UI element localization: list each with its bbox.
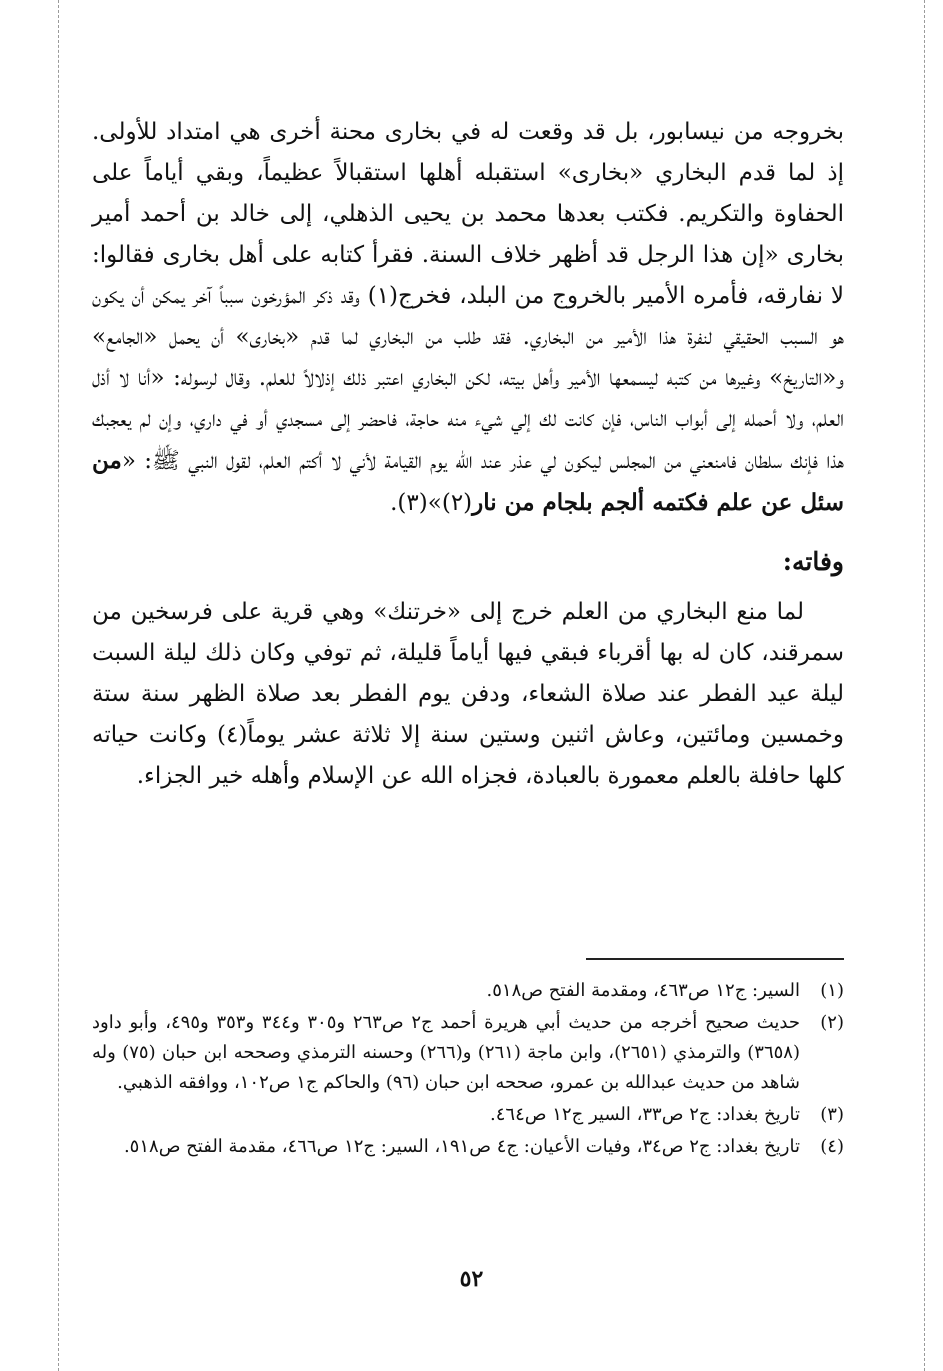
main-text xyxy=(92,112,844,797)
footnote-divider xyxy=(586,958,844,960)
footnotes-list xyxy=(92,976,844,1164)
footnote-text: حديث صحيح أخرجه من حديث أبي هريرة أحمد ج٢ ص٢٦٣ و٣٠٥ و٣٤٤ و٣٥٣ و٤٩٥، وأبو داود (٣٦٥٨) والترمذي (٢٦٥١)، وابن ماجة (٢٦١) و(٢٦٦) وحسنه الترمذي وصححه ابن حبان (٧٥) وله شاهد من حديث عبدالله بن عمرو، صححه ابن حبان (٩٦) والحاكم ج١ ص١٠٢، ووافقه الذهبي. xyxy=(92,1012,801,1093)
footnote-item xyxy=(92,976,844,1006)
footnote-number: (٢) xyxy=(820,1012,844,1033)
footnote-item xyxy=(92,1100,844,1130)
paragraph-1 xyxy=(92,112,844,524)
paragraph-1-end: (٢)»(٣). xyxy=(390,490,473,516)
footnote-text: السير: ج١٢ ص٤٦٣، ومقدمة الفتح ص٥١٨. xyxy=(486,980,800,1001)
page-left-border xyxy=(58,0,59,1371)
paragraph-2: لما منع البخاري من العلم خرج إلى «خرتنك» وهي قرية على فرسخين من سمرقند، كان له بها أقرباء فبقي فيها أياماً قليلة، ثم توفي وكان ذلك ليلة السبت ليلة عيد الفطر عند صلاة الشعاء، ودفن يوم الفطر بعد صلاة الظهر سنة ستة وخمسين ومائتين، وعاش اثنين وستين سنة إلا ثلاثة عشر يوماً(٤) وكانت حياته كلها حافلة بالعلم معمورة بالعبادة، فجزاه الله عن الإسلام وأهله خير الجزاء. xyxy=(92,599,845,789)
footnote-number: (٤) xyxy=(820,1136,844,1157)
paragraph-1-text: بخروجه من نيسابور، بل قد وقعت له في بخارى محنة أخرى هي امتداد للأولى. إذ لما قدم البخاري «بخارى» استقبله أهلها استقبالاً عظيماً، وبقي أياماً على الحفاوة والتكريم. فكتب بعدها محمد بن يحيى الذهلي، إلى خالد بن أحمد أمير بخارى «إن هذا الرجل قد أظهر خلاف السنة. فقرأ كتابه على أهل بخارى فقالوا: لا نفارقه، فأمره الأمير بالخروج من البلد، فخرج(١) وقد ذكر المؤرخون سبباً آخر يمكن أن يكون هو السبب الحقيقي لنفرة هذا الأمير من البخاري. فقد طلب من البخاري لما قدم «بخارى» أن يحمل «الجامع» و«التاريخ» وغيرها من كتبه ليسمعها الأمير وأهل بيته، لكن البخاري اعتبر ذلك إذلالاً للعلم. وقال لرسوله: «أنا لا أذل العلم، ولا أحمله إلى أبواب الناس، فإن كانت لك إلي شيء منه حاجة، فاحضر إلى مسجدي أو في داري، وإن لم يعجبك هذا فإنك سلطان فامنعني من المجلس ليكون لي عذر عند الله يوم القيامة لأني لا أكتم العلم، لقول النبي ﷺ: « xyxy=(92,119,844,474)
footnote-item xyxy=(92,1132,844,1162)
footnote-number: (٣) xyxy=(820,1104,844,1125)
footnote-text: تاريخ بغداد: ج٢ ص٣٣، السير ج١٢ ص٤٦٤. xyxy=(490,1104,800,1125)
page-right-border xyxy=(924,0,925,1371)
footnote-text: تاريخ بغداد: ج٢ ص٣٤، وفيات الأعيان: ج٤ ص١٩١، السير: ج١٢ ص٤٦٦، مقدمة الفتح ص٥١٨. xyxy=(123,1136,800,1157)
footnote-item xyxy=(92,1008,844,1098)
section-heading-death: وفاته: xyxy=(782,547,844,576)
page-number: ٥٢ xyxy=(459,1266,484,1292)
hadith-quote: من سئل عن علم فكتمه ألجم بلجام من نار xyxy=(92,447,844,516)
footnote-number: (١) xyxy=(820,980,844,1001)
